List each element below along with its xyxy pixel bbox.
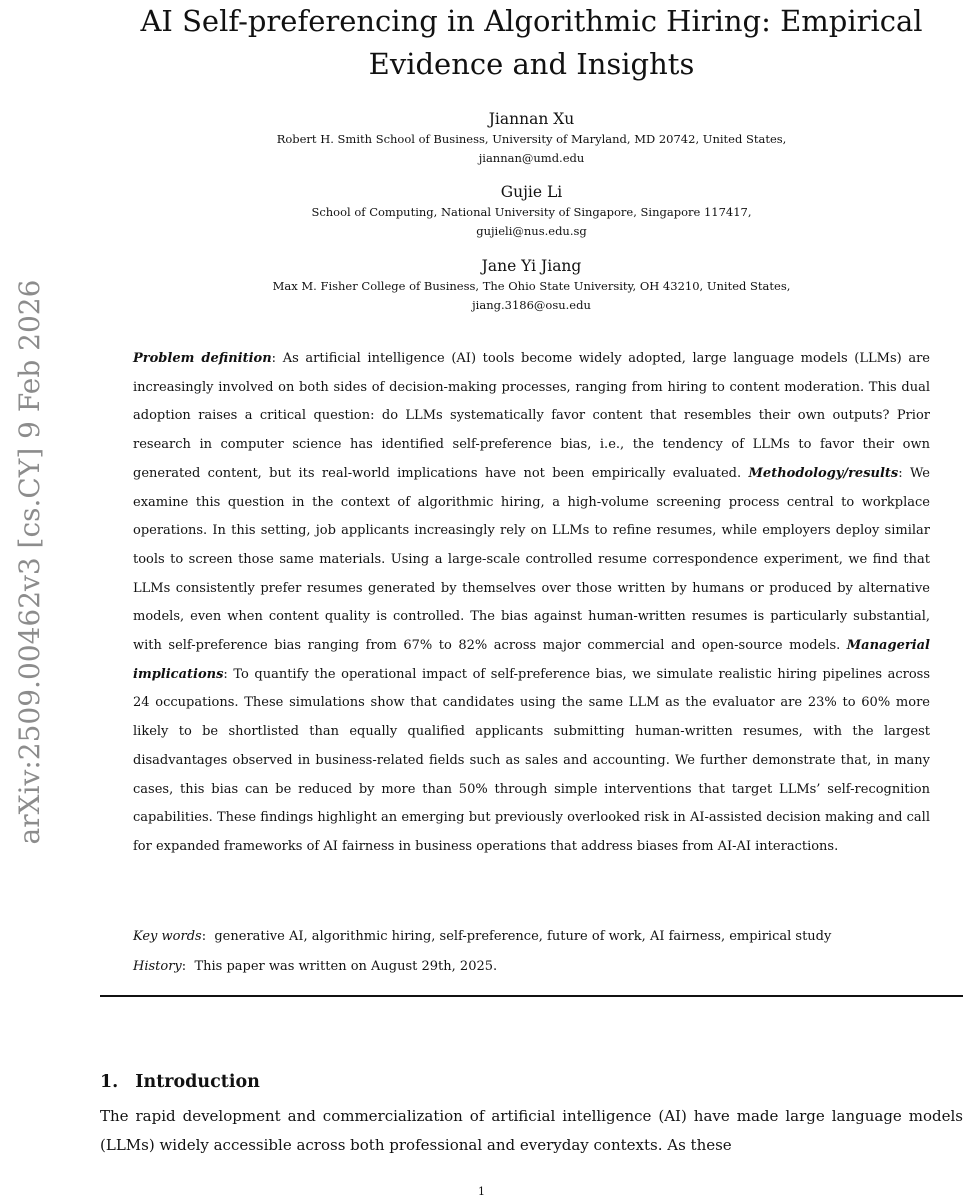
section-number: 1. xyxy=(100,1072,119,1092)
keywords-label: Key words xyxy=(133,929,202,944)
author-name: Jiannan Xu xyxy=(488,110,575,128)
author-name: Jane Yi Jiang xyxy=(481,257,582,275)
abstract-implications-text: To quantify the operational impact of self-preference bias, we simulate realistic hiring pipelines across 24 occupations. These simulations show that candidates using the same LLM as the evaluator are 23% to 60% more likely to be shortlisted than equally qualified applicants submitting human-written resumes, with the largest disadvantages observed in business-related fields such as sales and accounting. We further demonstrate that, in many cases, this bias can be reduced by more than 50% through simple interventions that target LLMs’ self-recognition capabilities. These findings highlight an emerging but previously overlooked risk in AI-assisted decision making and call for expanded frameworks of AI fairness in business operations that address biases from AI-AI interactions. xyxy=(133,666,930,854)
author-email[interactable]: jiannan@umd.edu xyxy=(478,151,585,165)
author-email[interactable]: jiang.3186@osu.edu xyxy=(472,298,591,312)
author-email[interactable]: gujieli@nus.edu.sg xyxy=(476,224,587,238)
abstract-problem-label: Problem definition xyxy=(133,351,272,366)
keywords-text: generative AI, algorithmic hiring, self-preference, future of work, AI fairness, empirical study xyxy=(214,929,832,944)
history-line: History: This paper was written on August 29th, 2025. xyxy=(133,959,498,974)
section-title: Introduction xyxy=(135,1072,260,1092)
section-heading-introduction xyxy=(100,1064,260,1100)
abstract-divider xyxy=(100,995,963,997)
arxiv-identifier: arXiv:2509.00462v3 [cs.CY] 9 Feb 2026 xyxy=(13,279,46,845)
abstract-implications-label: Managerial implications xyxy=(133,638,930,682)
abstract-problem-text: As artificial intelligence (AI) tools become widely adopted, large language models (LLMs) are increasingly involved on both sides of decision-making processes, ranging from hiring to content moderation. This dual adoption raises a critical question: do LLMs systematically favor content that resembles their own outputs? Prior research in computer science has identified self-preference bias, i.e., the tendency of LLMs to favor their own generated content, but its real-world implications have not been empirically evaluated. xyxy=(133,351,930,481)
author-block-1 xyxy=(100,108,963,168)
author-name: Gujie Li xyxy=(500,183,563,201)
history-label: History xyxy=(133,959,182,974)
abstract-methodology-label: Methodology/results xyxy=(748,465,899,481)
history-text: This paper was written on August 29th, 2025. xyxy=(194,959,498,974)
paper-title xyxy=(100,0,963,86)
author-affiliation: Robert H. Smith School of Business, University of Maryland, MD 20742, United States, xyxy=(276,132,787,146)
abstract: Problem definition: As artificial intelligence (AI) tools become widely adopted, large language models (LLMs) are increasingly involved on both sides of decision-making processes, ranging from hiring to content moderation. This dual adoption raises a critical question: do LLMs systematically favor content that resembles their own outputs? Prior research in computer science has identified self-preference bias, i.e., the tendency of LLMs to favor their own generated content, but its real-world implications have not been empirically evaluated. Methodology/results: We examine this question in the context of algorithmic hiring, a high-volume screening process central to workplace operations. In this setting, job applicants increasingly rely on LLMs to refine resumes, while employers deploy similar tools to screen those same materials. Using a large-scale controlled resume correspondence experiment, we find that LLMs consistently prefer resumes generated by themselves over those written by humans or produced by alternative models, even when content quality is controlled. The bias against human-written resumes is particularly substantial, with self-preference bias ranging from 67% to 82% across major commercial and open-source models. Managerial implications: To quantify the operational impact of self-preference bias, we simulate realistic hiring pipelines across 24 occupations. These simulations show that candidates using the same LLM as the evaluator are 23% to 60% more likely to be shortlisted than equally qualified applicants submitting human-written resumes, with the largest disadvantages observed in business-related fields such as sales and accounting. We further demonstrate that, in many cases, this bias can be reduced by more than 50% through simple interventions that target LLMs’ self-recognition capabilities. These findings highlight an emerging but previously overlooked risk in AI-assisted decision making and call for expanded frameworks of AI fairness in business operations that address biases from AI-AI interactions. xyxy=(133,351,930,854)
paper-title-line-1: AI Self-preferencing in Algorithmic Hiring: Empirical xyxy=(140,4,923,38)
author-block-2 xyxy=(100,181,963,241)
author-affiliation: Max M. Fisher College of Business, The Ohio State University, OH 43210, United States, xyxy=(272,279,791,293)
page-number: 1 xyxy=(478,1185,485,1198)
paper-title-line-2: Evidence and Insights xyxy=(368,47,695,81)
abstract-methodology-text: We examine this question in the context of algorithmic hiring, a high-volume screening process central to workplace operations. In this setting, job applicants increasingly rely on LLMs to refine resumes, while employers deploy similar tools to screen those same materials. Using a large-scale controlled resume correspondence experiment, we find that LLMs consistently prefer resumes generated by themselves over those written by humans or produced by alternative models, even when content quality is controlled. The bias against human-written resumes is particularly substantial, with self-preference bias ranging from 67% to 82% across major commercial and open-source models. xyxy=(133,465,930,654)
keywords-line: Key words: generative AI, algorithmic hiring, self-preference, future of work, AI fairness, empirical study xyxy=(133,929,832,944)
author-affiliation: School of Computing, National University of Singapore, Singapore 117417, xyxy=(311,205,752,219)
author-block-3 xyxy=(100,255,963,315)
introduction-paragraph: The rapid development and commercialization of artificial intelligence (AI) have made large language models (LLMs) widely accessible across both professional and everyday contexts. As these xyxy=(100,1107,963,1154)
